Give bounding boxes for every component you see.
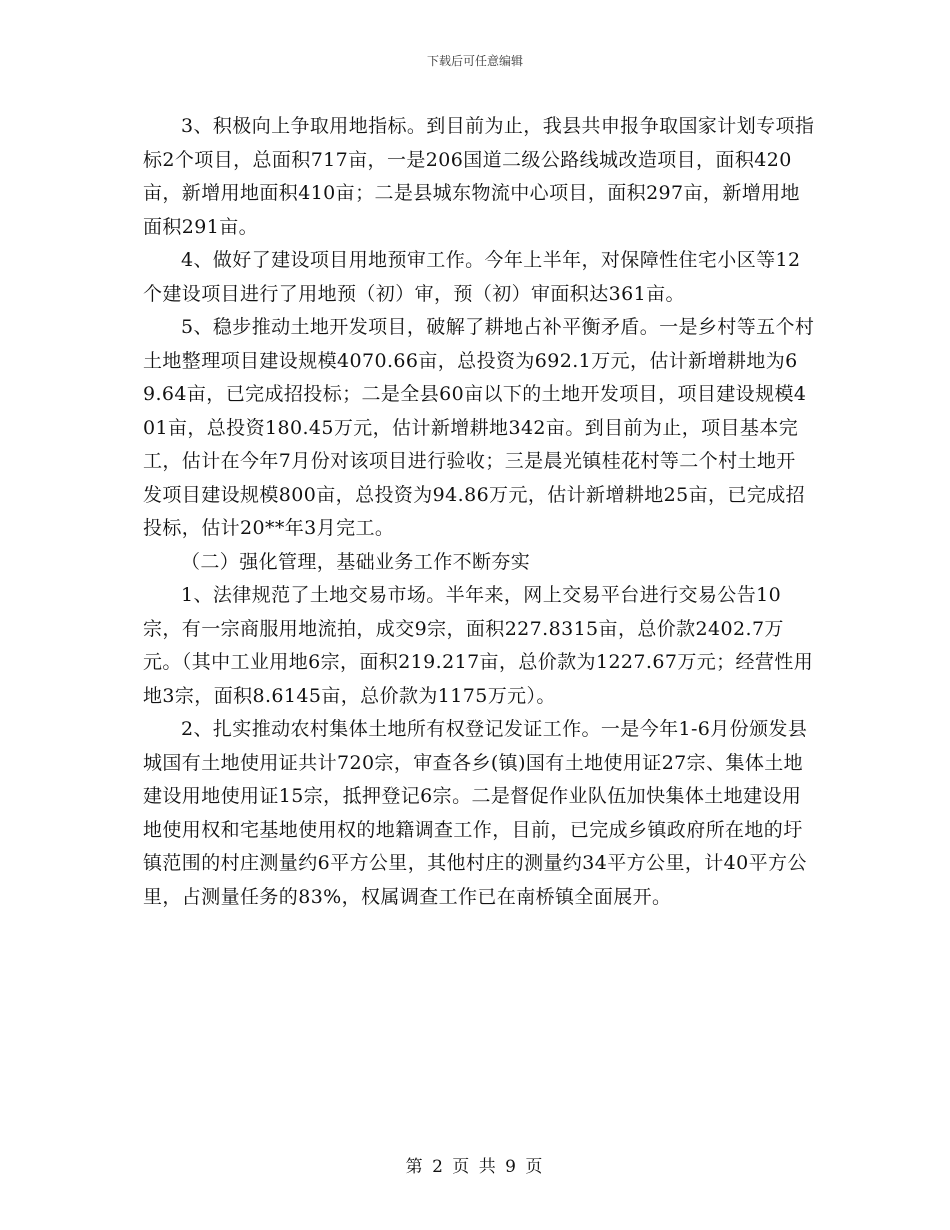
paragraph-land-market: 1、法律规范了土地交易市场。半年来，网上交易平台进行交易公告10宗，有一宗商服用地流拍，成交9宗，面积227.8315亩，总价款2402.7万元。（其中工业用地6宗，面积219.217亩，总价款为1227.67万元；经营性用地3宗，面积8.6145亩，总价款为1175万元）。 bbox=[143, 584, 814, 707]
paragraph-land-quota: 3、积极向上争取用地指标。到目前为止，我县共申报争取国家计划专项指标2个项目，总面积717亩，一是206国道二级公路线城改造项目，面积420亩，新增用地面积410亩；二是县城东物流中心项目，面积297亩，新增用地面积291亩。 bbox=[143, 115, 815, 238]
paragraph-pre-review: 4、做好了建设项目用地预审工作。今年上半年，对保障性住宅小区等12个建设项目进行了用地预（初）审，预（初）审面积达361亩。 bbox=[143, 249, 801, 305]
paragraph-registration: 2、扎实推动农村集体土地所有权登记发证工作。一是今年1-6月份颁发县城国有土地使用证共计720宗，审查各乡(镇)国有土地使用证27宗、集体土地建设用地使用证15宗，抵押登记6宗。二是督促作业队伍加快集体土地建设用地使用权和宅基地使用权的地籍调查工作，目前，已完成乡镇政府所在地的圩镇范围的村庄测量约6平方公里，其他村庄的测量约34平方公里，计40平方公里，占测量任务的83%，权属调查工作已在南桥镇全面展开。 bbox=[143, 718, 808, 908]
section-heading: （二）强化管理，基础业务工作不断夯实 bbox=[181, 550, 531, 573]
page-number: 第 2 页 共 9 页 bbox=[405, 1157, 545, 1177]
document-body bbox=[143, 110, 815, 914]
page-header: 下载后可任意编辑 bbox=[426, 54, 523, 68]
paragraph-land-development: 5、稳步推动土地开发项目，破解了耕地占补平衡矛盾。一是乡村等五个村土地整理项目建设规模4070.66亩，总投资为692.1万元，估计新增耕地为69.64亩，已完成招投标；二是全县60亩以下的土地开发项目，项目建设规模401亩，总投资180.45万元，估计新增耕地342亩。到目前为止，项目基本完工，估计在今年7月份对该项目进行验收；三是晨光镇桂花村等二个村土地开发项目建设规模800亩，总投资为94.86万元，估计新增耕地25亩，已完成招投标，估计20**年3月完工。 bbox=[143, 316, 815, 539]
